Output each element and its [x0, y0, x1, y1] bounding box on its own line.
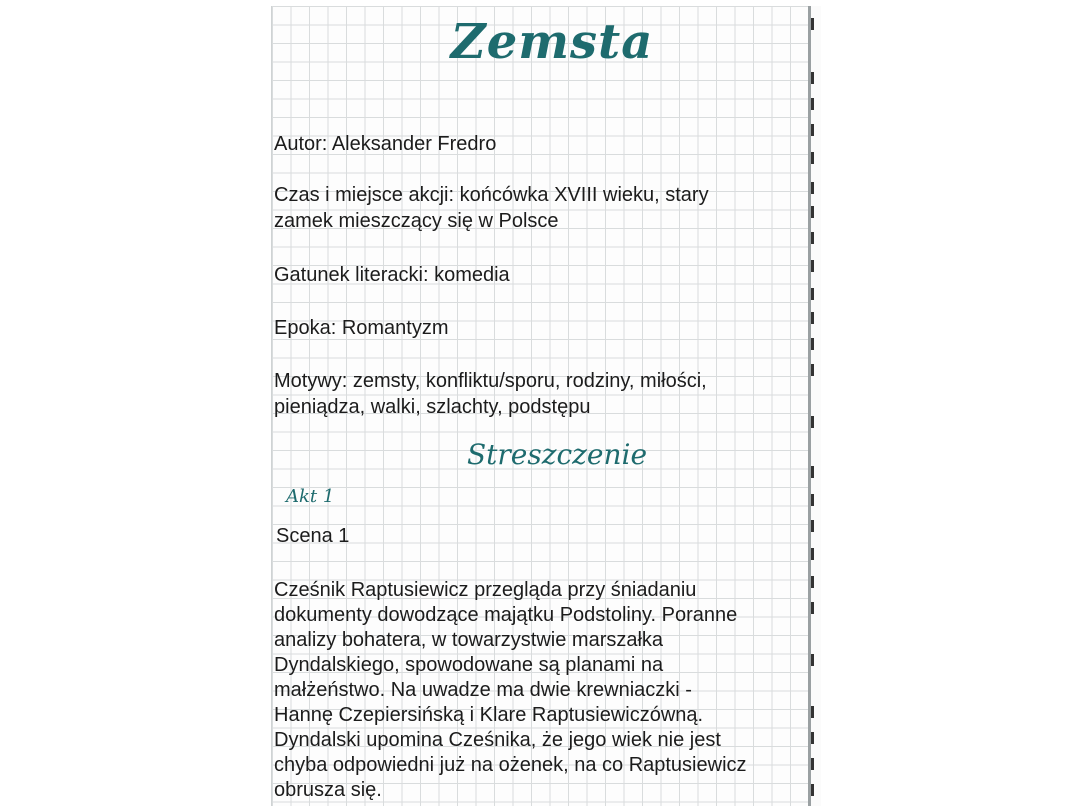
page-title: Zemsta: [450, 14, 654, 70]
paragraph-line-1: Cześnik Raptusiewicz przegląda przy śniadaniu: [274, 579, 697, 601]
summary-heading: Streszczenie: [466, 438, 648, 471]
time-place-line-2: zamek mieszczący się w Polsce: [274, 210, 559, 232]
paragraph-line-4: Dyndalskiego, spowodowane są planami na: [274, 654, 664, 676]
paragraph-line-2: dokumenty dowodzące majątku Podstoliny. Poranne: [274, 604, 738, 626]
time-place-line-1: Czas i miejsce akcji: końcówka XVIII wieku, stary: [274, 184, 709, 206]
adjacent-page-edge: [811, 6, 821, 806]
motifs-line-2: pieniądza, walki, szlachty, podstępu: [274, 396, 591, 418]
scene-label: Scena 1: [276, 525, 350, 547]
paragraph-line-3: analizy bohatera, w towarzystwie marszałka: [274, 629, 664, 651]
genre-line: Gatunek literacki: komedia: [274, 264, 510, 286]
paragraph-line-7: Dyndalski upomina Cześnika, że jego wiek nie jest: [274, 729, 721, 751]
paragraph-line-6: Hannę Czepiersińską i Klare Raptusiewiczówną.: [274, 704, 704, 726]
act-label: Akt 1: [286, 486, 335, 507]
epoch-line: Epoka: Romantyzm: [274, 317, 449, 339]
author-line: Autor: Aleksander Fredro: [274, 133, 497, 155]
notebook-page: [271, 6, 809, 806]
paragraph-line-5: małżeństwo. Na uwadze ma dwie krewniaczki -: [274, 679, 692, 701]
motifs-line-1: Motywy: zemsty, konfliktu/sporu, rodziny, miłości,: [274, 370, 707, 392]
paragraph-line-8: chyba odpowiedni już na ożenek, na co Raptusiewicz: [274, 754, 747, 776]
paragraph-line-9: obrusza się.: [274, 779, 382, 801]
